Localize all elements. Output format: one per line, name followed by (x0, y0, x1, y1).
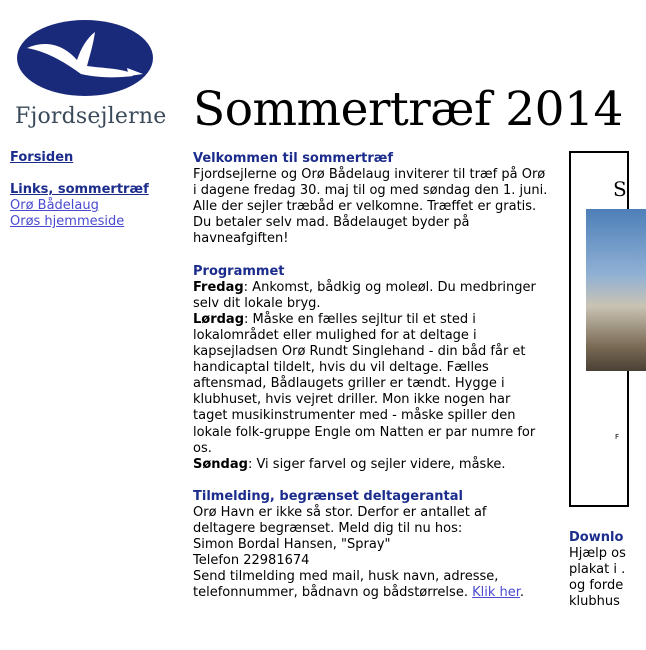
download-line: klubhus (569, 594, 620, 609)
signup-link[interactable]: Klik her (472, 585, 520, 601)
nav-link-oro-baadelaug[interactable]: Orø Bådelaug (10, 198, 99, 213)
seagull-logo-icon (15, 18, 155, 98)
logo (10, 18, 167, 138)
sunday-label: Søndag (193, 456, 248, 472)
registration-line4-text: Send tilmelding med mail, husk navn, adresse, telefonnummer, bådnavn og bådstørrelse. (193, 569, 499, 601)
program-section (193, 264, 548, 473)
saturday-text: : Måske en fælles sejltur til et sted i lokalområdet eller mulighed for at deltage i kapsejladsen Orø Rundt Singlehand - din båd får et handicaptal tildelt, hvis du vil deltage. Fælles aftensmad, Bådlaugets griller er tændt. Hygge i klubhuset, hvis vejret driller. Mon ikke nogen har taget musikinstrumenter med - måske spiller den lokale folk-gruppe Engle om Natten er par numre for os. (193, 311, 536, 456)
download-line: og forde (569, 578, 624, 593)
welcome-heading: Velkommen til sommertræf (193, 151, 394, 166)
registration-line3: Telefon 22981674 (193, 553, 310, 569)
welcome-section (193, 151, 548, 248)
poster-image[interactable] (569, 151, 629, 507)
friday-label: Fredag (193, 279, 244, 295)
registration-line2: Simon Bordal Hansen, "Spray" (193, 537, 391, 553)
download-section (569, 530, 629, 610)
program-sunday (193, 457, 548, 473)
poster-title-letter: S (613, 177, 627, 201)
nav-link-home[interactable]: Forsiden (10, 150, 74, 165)
download-line: Hjælp os (569, 546, 626, 561)
download-line: plakat i . (569, 562, 626, 577)
nav-link-links-heading[interactable]: Links, sommertræf (10, 182, 149, 197)
registration-section (193, 489, 548, 602)
saturday-label: Lørdag (193, 311, 245, 327)
program-saturday (193, 312, 548, 457)
poster-small-text: F (615, 433, 620, 441)
friday-text: : Ankomst, bådkig og moleøl. Du medbringer selv dit lokale bryg. (193, 279, 536, 311)
page-title: Sommertræf 2014 (193, 82, 623, 137)
registration-line1: Orø Havn er ikke så stor. Derfor er antallet af deltagere begrænset. Meld dig til nu hos: (193, 504, 487, 536)
poster-photo (586, 209, 646, 371)
sidebar-nav (10, 150, 149, 230)
program-friday (193, 280, 548, 312)
registration-heading: Tilmelding, begrænset deltagerantal (193, 488, 463, 504)
main-content (193, 151, 548, 617)
program-heading: Programmet (193, 263, 285, 279)
registration-line4-end: . (519, 585, 525, 601)
registration-line4 (193, 569, 548, 601)
logo-text: Fjordsejlerne (15, 104, 167, 129)
sunday-text: : Vi siger farvel og sejler videre, måske. (247, 456, 506, 472)
welcome-text: Fjordsejlerne og Orø Bådelaug inviterer til træf på Orø i dagene fredag 30. maj til og med søndag den 1. juni. Alle der sejler træbåd er velkomne. Træffet er gratis. Du betaler selv mad. Bådelauget byder på havneafgiften! (193, 167, 548, 247)
nav-link-oro-website[interactable]: Orøs hjemmeside (10, 214, 125, 229)
download-heading: Downlo (569, 530, 624, 545)
